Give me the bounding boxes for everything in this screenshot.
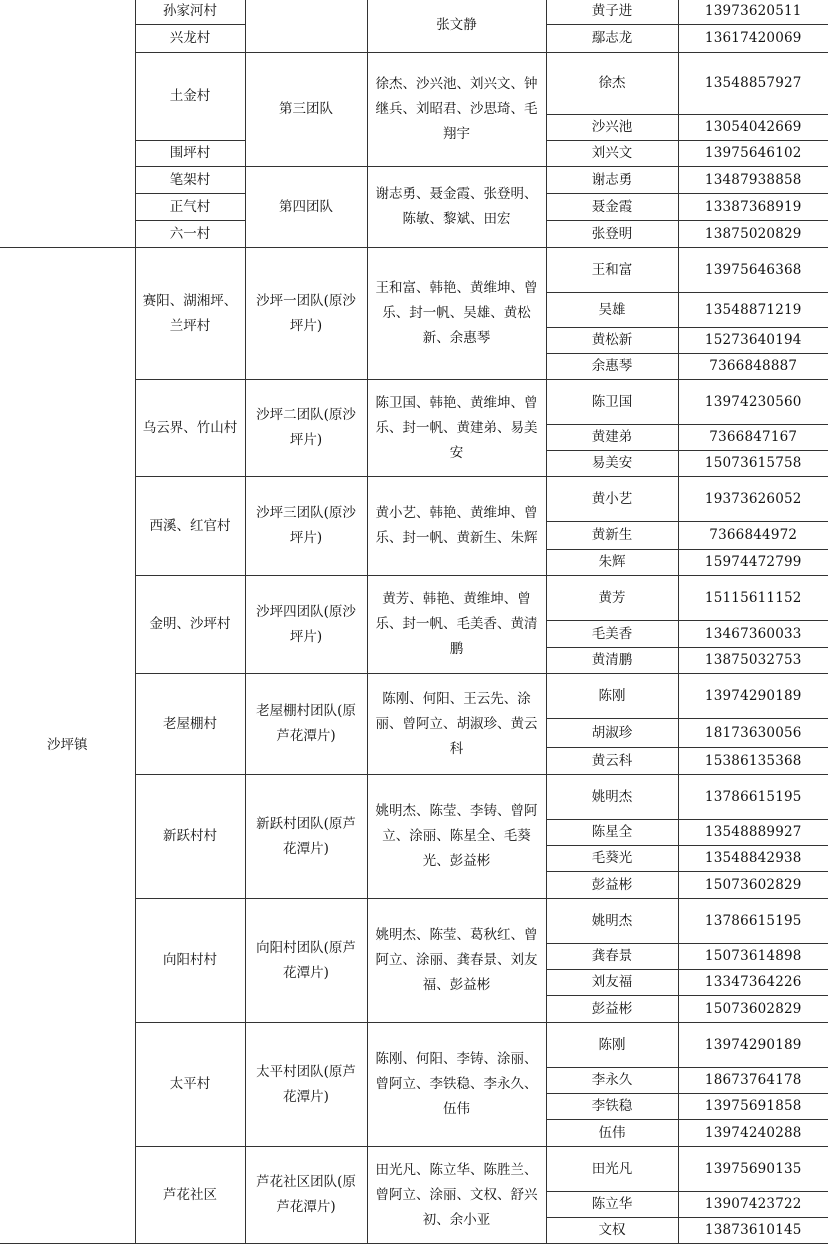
members-cell: 黄芳、韩艳、黄维坤、曾乐、封一帆、毛美香、黄清鹏 xyxy=(367,576,546,674)
village-cell: 笔架村 xyxy=(135,167,245,194)
contact-name: 朱辉 xyxy=(546,550,678,576)
village-cell: 金明、沙坪村 xyxy=(135,576,245,674)
contact-name: 聂金霞 xyxy=(546,194,678,221)
contact-phone: 13786615195 xyxy=(678,899,828,944)
team-cell: 第四团队 xyxy=(245,167,367,248)
contact-phone: 13548889927 xyxy=(678,820,828,846)
contact-name: 黄小艺 xyxy=(546,477,678,522)
village-cell: 芦花社区 xyxy=(135,1147,245,1244)
village-cell: 正气村 xyxy=(135,194,245,221)
contact-name: 陈立华 xyxy=(546,1192,678,1218)
contact-name: 田光凡 xyxy=(546,1147,678,1192)
contact-phone: 13548871219 xyxy=(678,293,828,328)
contact-phone: 13387368919 xyxy=(678,194,828,221)
contact-name: 余惠琴 xyxy=(546,354,678,380)
contact-name: 谢志勇 xyxy=(546,167,678,194)
contact-name: 张登明 xyxy=(546,221,678,248)
contact-phone: 13548842938 xyxy=(678,846,828,872)
team-cell: 芦花社区团队(原芦花潭片) xyxy=(245,1147,367,1244)
contact-name: 黄新生 xyxy=(546,522,678,550)
contact-name: 胡淑珍 xyxy=(546,719,678,748)
team-cell: 太平村团队(原芦花潭片) xyxy=(245,1023,367,1147)
contact-phone: 15273640194 xyxy=(678,328,828,354)
village-cell: 老屋棚村 xyxy=(135,674,245,775)
contact-phone: 7366847167 xyxy=(678,425,828,451)
town-cell xyxy=(0,0,135,248)
contact-phone: 13974290189 xyxy=(678,1023,828,1068)
contact-name: 李铁稳 xyxy=(546,1094,678,1120)
contact-name: 毛美香 xyxy=(546,621,678,648)
village-cell: 六一村 xyxy=(135,221,245,248)
contact-phone: 13975646102 xyxy=(678,141,828,167)
team-cell: 新跃村团队(原芦花潭片) xyxy=(245,775,367,899)
contact-phone: 13974240288 xyxy=(678,1120,828,1147)
team-cell: 沙坪二团队(原沙坪片) xyxy=(245,380,367,477)
members-cell: 姚明杰、陈莹、李铸、曾阿立、涂丽、陈星全、毛葵光、彭益彬 xyxy=(367,775,546,899)
contact-phone: 15073602829 xyxy=(678,996,828,1023)
contact-name: 姚明杰 xyxy=(546,775,678,820)
team-cell: 第三团队 xyxy=(245,53,367,167)
members-cell: 张文静 xyxy=(367,0,546,53)
contact-name: 李永久 xyxy=(546,1068,678,1094)
village-cell: 孙家河村 xyxy=(135,0,245,25)
contact-phone: 13054042669 xyxy=(678,115,828,141)
contact-name: 徐杰 xyxy=(546,53,678,115)
team-cell: 沙坪一团队(原沙坪片) xyxy=(245,248,367,380)
team-cell: 向阳村团队(原芦花潭片) xyxy=(245,899,367,1023)
contact-phone: 13548857927 xyxy=(678,53,828,115)
contact-phone: 13973620511 xyxy=(678,0,828,25)
table-row xyxy=(0,248,828,293)
members-cell: 徐杰、沙兴池、刘兴文、钟继兵、刘昭君、沙思琦、毛翔宇 xyxy=(367,53,546,167)
contact-name: 刘兴文 xyxy=(546,141,678,167)
contact-name: 黄清鹏 xyxy=(546,648,678,674)
village-cell: 兴龙村 xyxy=(135,25,245,53)
team-cell: 沙坪三团队(原沙坪片) xyxy=(245,477,367,576)
village-cell: 西溪、红官村 xyxy=(135,477,245,576)
contact-phone: 13974290189 xyxy=(678,674,828,719)
contact-phone: 15974472799 xyxy=(678,550,828,576)
members-cell: 陈卫国、韩艳、黄维坤、曾乐、封一帆、黄建弟、易美安 xyxy=(367,380,546,477)
team-cell xyxy=(245,0,367,53)
contact-name: 龚春景 xyxy=(546,944,678,970)
contact-name: 彭益彬 xyxy=(546,996,678,1023)
contact-phone: 15386135368 xyxy=(678,748,828,775)
contact-phone: 18173630056 xyxy=(678,719,828,748)
contact-name: 陈刚 xyxy=(546,674,678,719)
contact-phone: 13975690135 xyxy=(678,1147,828,1192)
village-cell: 赛阳、湖湘坪、兰坪村 xyxy=(135,248,245,380)
contact-phone: 15073614898 xyxy=(678,944,828,970)
contact-phone: 15073615758 xyxy=(678,451,828,477)
contact-phone: 15073602829 xyxy=(678,872,828,899)
contact-name: 鄢志龙 xyxy=(546,25,678,53)
contact-phone: 13873610145 xyxy=(678,1218,828,1244)
town-cell: 沙坪镇 xyxy=(0,248,135,1244)
contact-name: 彭益彬 xyxy=(546,872,678,899)
members-cell: 姚明杰、陈莹、葛秋红、曾阿立、涂丽、龚春景、刘友福、彭益彬 xyxy=(367,899,546,1023)
contact-name: 黄芳 xyxy=(546,576,678,621)
contact-name: 吴雄 xyxy=(546,293,678,328)
contact-phone: 13875020829 xyxy=(678,221,828,248)
contact-phone: 15115611152 xyxy=(678,576,828,621)
table-row xyxy=(0,0,828,25)
members-cell: 陈刚、何阳、李铸、涂丽、曾阿立、李铁稳、李永久、伍伟 xyxy=(367,1023,546,1147)
contact-phone: 7366848887 xyxy=(678,354,828,380)
contact-phone: 13487938858 xyxy=(678,167,828,194)
contact-phone: 13467360033 xyxy=(678,621,828,648)
contact-phone: 13875032753 xyxy=(678,648,828,674)
members-cell: 陈刚、何阳、王云先、涂丽、曾阿立、胡淑珍、黄云科 xyxy=(367,674,546,775)
contact-phone: 13974230560 xyxy=(678,380,828,425)
contact-phone: 7366844972 xyxy=(678,522,828,550)
contact-name: 王和富 xyxy=(546,248,678,293)
contact-name: 沙兴池 xyxy=(546,115,678,141)
contact-name: 黄建弟 xyxy=(546,425,678,451)
village-cell: 围坪村 xyxy=(135,141,245,167)
contact-name: 毛葵光 xyxy=(546,846,678,872)
contact-name: 黄松新 xyxy=(546,328,678,354)
team-cell: 老屋棚村团队(原芦花潭片) xyxy=(245,674,367,775)
contact-phone: 18673764178 xyxy=(678,1068,828,1094)
village-cell: 向阳村村 xyxy=(135,899,245,1023)
contact-name: 陈刚 xyxy=(546,1023,678,1068)
members-cell: 王和富、韩艳、黄维坤、曾乐、封一帆、吴雄、黄松新、余惠琴 xyxy=(367,248,546,380)
contact-phone: 13975691858 xyxy=(678,1094,828,1120)
contact-phone: 19373626052 xyxy=(678,477,828,522)
village-cell: 太平村 xyxy=(135,1023,245,1147)
contact-name: 陈星全 xyxy=(546,820,678,846)
village-cell: 新跃村村 xyxy=(135,775,245,899)
members-cell: 田光凡、陈立华、陈胜兰、曾阿立、涂丽、文权、舒兴初、余小亚 xyxy=(367,1147,546,1244)
contact-phone: 13347364226 xyxy=(678,970,828,996)
contact-name: 姚明杰 xyxy=(546,899,678,944)
contact-name: 文权 xyxy=(546,1218,678,1244)
contact-phone: 13617420069 xyxy=(678,25,828,53)
contact-name: 黄子进 xyxy=(546,0,678,25)
contact-name: 黄云科 xyxy=(546,748,678,775)
contact-phone: 13786615195 xyxy=(678,775,828,820)
contact-name: 陈卫国 xyxy=(546,380,678,425)
team-cell: 沙坪四团队(原沙坪片) xyxy=(245,576,367,674)
contact-phone: 13907423722 xyxy=(678,1192,828,1218)
members-cell: 黄小艺、韩艳、黄维坤、曾乐、封一帆、黄新生、朱辉 xyxy=(367,477,546,576)
contact-phone: 13975646368 xyxy=(678,248,828,293)
contact-name: 易美安 xyxy=(546,451,678,477)
village-cell: 乌云界、竹山村 xyxy=(135,380,245,477)
contact-name: 刘友福 xyxy=(546,970,678,996)
village-cell: 土金村 xyxy=(135,53,245,141)
members-cell: 谢志勇、聂金霞、张登明、陈敏、黎斌、田宏 xyxy=(367,167,546,248)
contact-name: 伍伟 xyxy=(546,1120,678,1147)
